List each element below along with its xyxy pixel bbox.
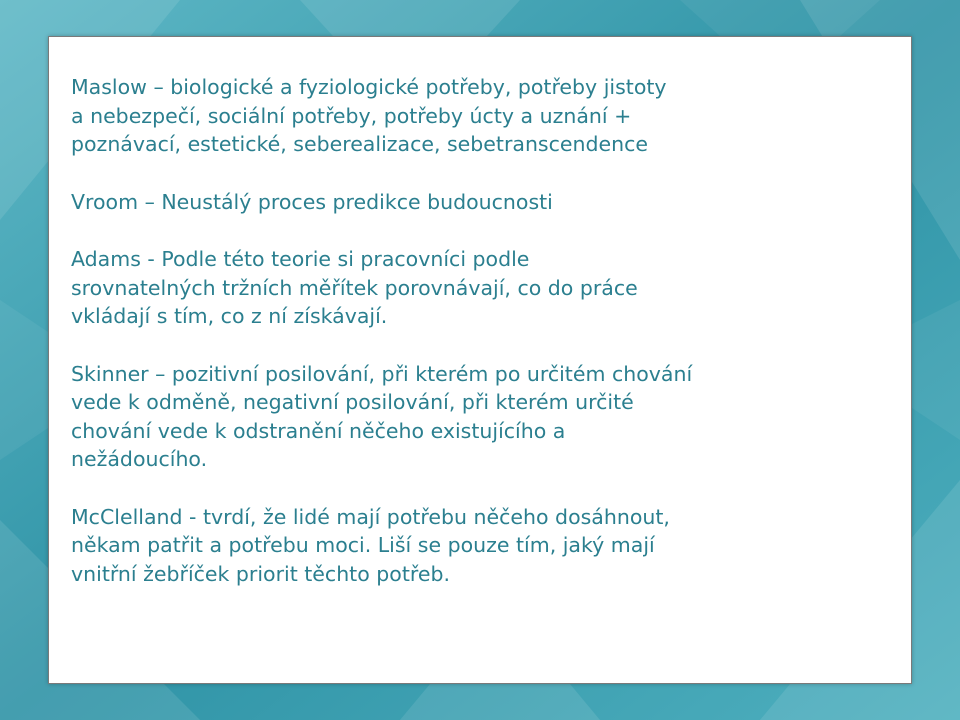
paragraph-adams: Adams - Podle této teorie si pracovníci podle srovnatelných tržních měřítek porovnávají, co do práce vkládají s tím, co z ní získávají. [71,247,638,328]
paragraph-skinner: Skinner – pozitivní posilování, při kterém po určitém chování vede k odměně, negativní posilování, při kterém určité chování vede k odstranění něčeho existujícího a nežádoucího. [71,361,693,471]
paragraph-maslow: Maslow – biologické a fyziologické potřeby, potřeby jistoty a nebezpečí, sociální potřeby, potřeby úcty a uznání + poznávací, estetické, seberealizace, sebetranscendence [71,75,667,156]
paragraph-vroom: Vroom – Neustálý proces predikce budoucnosti [71,189,553,214]
slide-content [71,73,811,588]
paragraph-mcclelland: McClelland - tvrdí, že lidé mají potřebu něčeho dosáhnout, někam patřit a potřebu moci. Liší se pouze tím, jaký mají vnitřní žebříček priorit těchto potřeb. [71,504,670,586]
